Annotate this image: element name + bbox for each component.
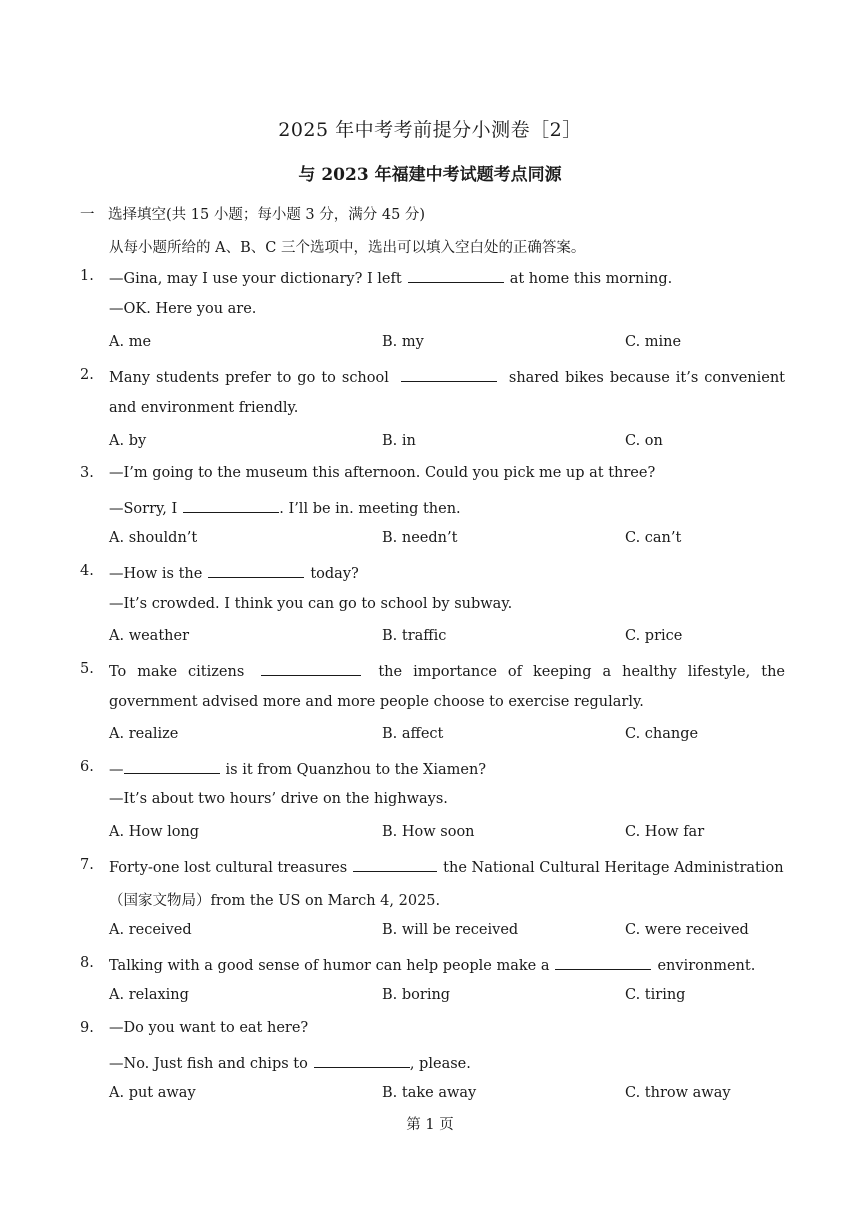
question-stem: —Do you want to eat here?	[109, 1020, 309, 1036]
stem-text: shared bikes because it’s convenient	[508, 370, 785, 386]
option-b[interactable]: B. traffic	[382, 628, 447, 644]
option-b[interactable]: B. take away	[382, 1085, 477, 1101]
question-number: 7.	[80, 857, 94, 873]
question-response: —It’s crowded. I think you can go to school by subway.	[109, 596, 513, 612]
option-c[interactable]: C. price	[625, 628, 683, 644]
option-a[interactable]: A. relaxing	[109, 987, 189, 1003]
question-stem	[109, 563, 359, 582]
option-a[interactable]: A. received	[109, 922, 192, 938]
option-c[interactable]: C. were received	[625, 922, 749, 938]
option-a[interactable]: A. by	[109, 433, 147, 449]
option-c[interactable]: C. How far	[625, 824, 705, 840]
stem-text: the National Cultural Heritage Administration	[443, 860, 784, 876]
page-title: 2025 年中考考前提分小测卷［2］	[278, 119, 582, 141]
answer-blank[interactable]	[353, 857, 437, 872]
question-stem: —I’m going to the museum this afternoon. Could you pick me up at three?	[109, 465, 656, 481]
question-stem	[109, 268, 672, 287]
option-a[interactable]: A. weather	[109, 628, 190, 644]
stem-text: is it from Quanzhou to the Xiamen?	[225, 762, 487, 778]
option-c[interactable]: C. throw away	[625, 1085, 731, 1101]
stem-text: today?	[310, 566, 359, 582]
question-stem	[109, 661, 785, 680]
option-c[interactable]: C. mine	[625, 334, 682, 350]
option-b[interactable]: B. my	[382, 334, 424, 350]
option-b[interactable]: B. will be received	[382, 922, 519, 938]
question-response	[109, 498, 461, 517]
section-heading-text: 选择填空(共 15 小题；每小题 3 分，满分 45 分)	[108, 207, 426, 223]
question-number: 3.	[80, 465, 94, 481]
page-subtitle: 与 2023 年福建中考试题考点同源	[298, 165, 562, 185]
option-b[interactable]: B. affect	[382, 726, 444, 742]
stem-text: , please.	[409, 1056, 471, 1072]
option-a[interactable]: A. put away	[109, 1085, 196, 1101]
option-b[interactable]: B. in	[382, 433, 416, 449]
stem-text: Forty-one lost cultural treasures	[109, 860, 348, 876]
option-c[interactable]: C. on	[625, 433, 663, 449]
question-number: 4.	[80, 563, 94, 579]
option-a[interactable]: A. shouldn’t	[109, 530, 198, 546]
stem-text: —How is the	[109, 566, 203, 582]
question-stem	[109, 759, 486, 778]
answer-blank[interactable]	[124, 759, 220, 774]
question-number: 6.	[80, 759, 94, 775]
answer-blank[interactable]	[314, 1053, 410, 1068]
question-number: 1.	[80, 268, 94, 284]
question-response: —It’s about two hours’ drive on the highways.	[109, 791, 448, 807]
option-c[interactable]: C. change	[625, 726, 699, 742]
question-number: 8.	[80, 955, 94, 971]
stem-text: —Gina, may I use your dictionary? I left	[109, 271, 402, 287]
answer-blank[interactable]	[208, 563, 304, 578]
section-number: 一	[80, 207, 95, 223]
stem-text: —Sorry, I	[109, 501, 178, 517]
answer-blank[interactable]	[555, 955, 651, 970]
stem-text: the importance of keeping a healthy lifestyle, the	[378, 664, 786, 680]
option-c[interactable]: C. can’t	[625, 530, 682, 546]
answer-blank[interactable]	[261, 661, 361, 676]
stem-text: —No. Just fish and chips to	[109, 1056, 308, 1072]
option-a[interactable]: A. realize	[109, 726, 179, 742]
stem-text: Talking with a good sense of humor can help people make a	[109, 958, 550, 974]
question-stem	[109, 955, 755, 974]
option-a[interactable]: A. me	[109, 334, 152, 350]
option-b[interactable]: B. needn’t	[382, 530, 458, 546]
question-number: 5.	[80, 661, 94, 677]
option-b[interactable]: B. How soon	[382, 824, 475, 840]
option-b[interactable]: B. boring	[382, 987, 451, 1003]
stem-text: —	[109, 762, 124, 778]
stem-text: environment.	[657, 958, 756, 974]
section-instruction: 从每小题所给的 A、B、C 三个选项中，选出可以填入空白处的正确答案。	[109, 240, 586, 256]
answer-blank[interactable]	[401, 367, 497, 382]
question-response: —OK. Here you are.	[109, 301, 257, 317]
stem-text: . I’ll be in. meeting then.	[279, 501, 461, 517]
stem-text: To make citizens	[109, 664, 245, 680]
answer-blank[interactable]	[408, 268, 504, 283]
stem-text: Many students prefer to go to school	[109, 370, 389, 386]
answer-blank[interactable]	[183, 498, 279, 513]
option-a[interactable]: A. How long	[109, 824, 200, 840]
question-stem-cont: （国家文物局）from the US on March 4, 2025.	[109, 893, 441, 909]
section-heading	[80, 203, 425, 224]
question-stem	[109, 857, 784, 876]
question-number: 2.	[80, 367, 94, 383]
stem-text: at home this morning.	[509, 271, 673, 287]
question-number: 9.	[80, 1020, 94, 1036]
question-response	[109, 1053, 471, 1072]
question-stem-cont: and environment friendly.	[109, 400, 299, 416]
question-stem-cont: government advised more and more people choose to exercise regularly.	[109, 694, 644, 710]
page-footer: 第 1 页	[406, 1117, 454, 1133]
question-stem	[109, 367, 785, 386]
option-c[interactable]: C. tiring	[625, 987, 686, 1003]
